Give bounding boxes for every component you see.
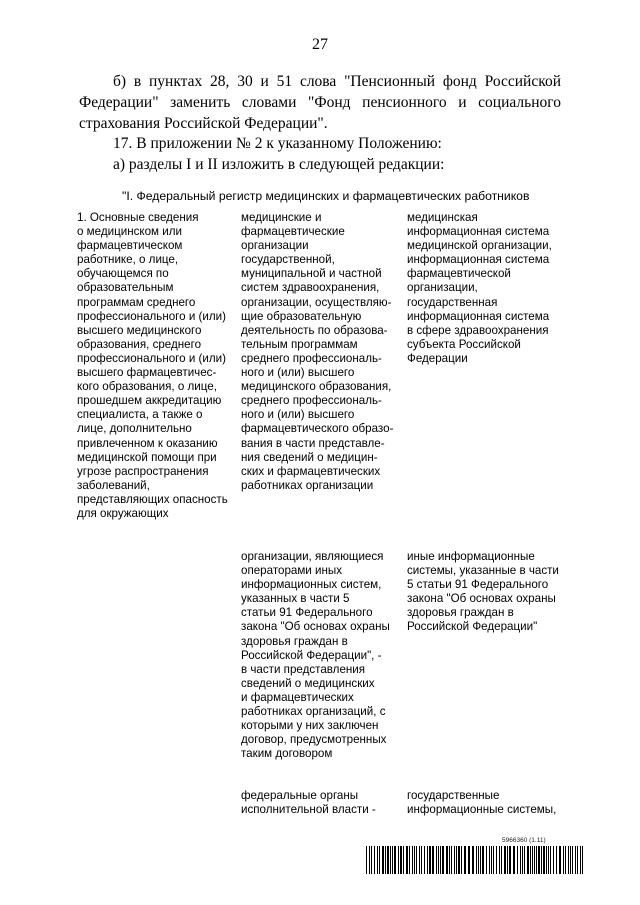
row1-providers: медицинские и фармацевтические организации государственной, муниципальной и частной систем здравоохранения, организации, осуществляю- щие образовательную деятельность по образова- тельным программам среднего профессиональ- ного и (или) высшего медицинского образования, среднего профессиональ- ного и (или) высшего фармацевтического образо- вания в части представле- ния сведений о медицин- ских и фармацевтических работниках организации xyxy=(241,211,394,492)
item-a: а) разделы I и II изложить в следующей редакции: xyxy=(113,156,445,173)
document-code: 5966360 (1.11) xyxy=(502,837,546,844)
row1-systems: медицинская информационная система медицинской организации, информационная система фармацевтической организации, государственная информационная система в сфере здравоохранения субъекта Российской Федерации xyxy=(407,211,552,365)
row2-providers: организации, являющиеся операторами иных информационных систем, указанных в части 5 статьи 91 Федерального закона "Об основах охраны здоровья граждан в Российской Федерации", - в части представления сведений о медицинских и фармацевтических работниках организаций, с которыми у них заключен договор, предусмотренных таким договором xyxy=(241,550,390,761)
item-17: 17. В приложении № 2 к указанному Положению: xyxy=(113,135,442,152)
section-title: "I. Федеральный регистр медицинских и фармацевтических работников xyxy=(122,189,530,203)
row3-systems: государственные информационные системы, xyxy=(407,789,557,817)
page-number: 27 xyxy=(312,36,328,53)
row2-systems: иные информационные системы, указанные в части 5 статьи 91 Федерального закона "Об основах охраны здоровья граждан в Российской Федерации" xyxy=(407,550,559,634)
barcode-image xyxy=(366,846,584,874)
row1-information-content: 1. Основные сведения о медицинском или фармацевтическом работнике, о лице, обучающемся по образовательным программам среднего профессионального и (или) высшего медицинского образования, среднего профессионального и (или) высшего фармацевтичес- кого образования, о лице, прошедшем аккредитацию специалиста, а также о лице, дополнительно привлеченном к оказанию медицинской помощи при угрозе распространения заболеваний, представляющих опасность для окружающих xyxy=(77,211,228,520)
paragraph-b: б) в пунктах 28, 30 и 51 слова "Пенсионный фонд Российской Федерации" заменить словами "Фонд пенсионного и социального страхования Российской Федерации". xyxy=(79,73,561,132)
row3-providers: федеральные органы исполнительной власти - xyxy=(241,789,376,817)
